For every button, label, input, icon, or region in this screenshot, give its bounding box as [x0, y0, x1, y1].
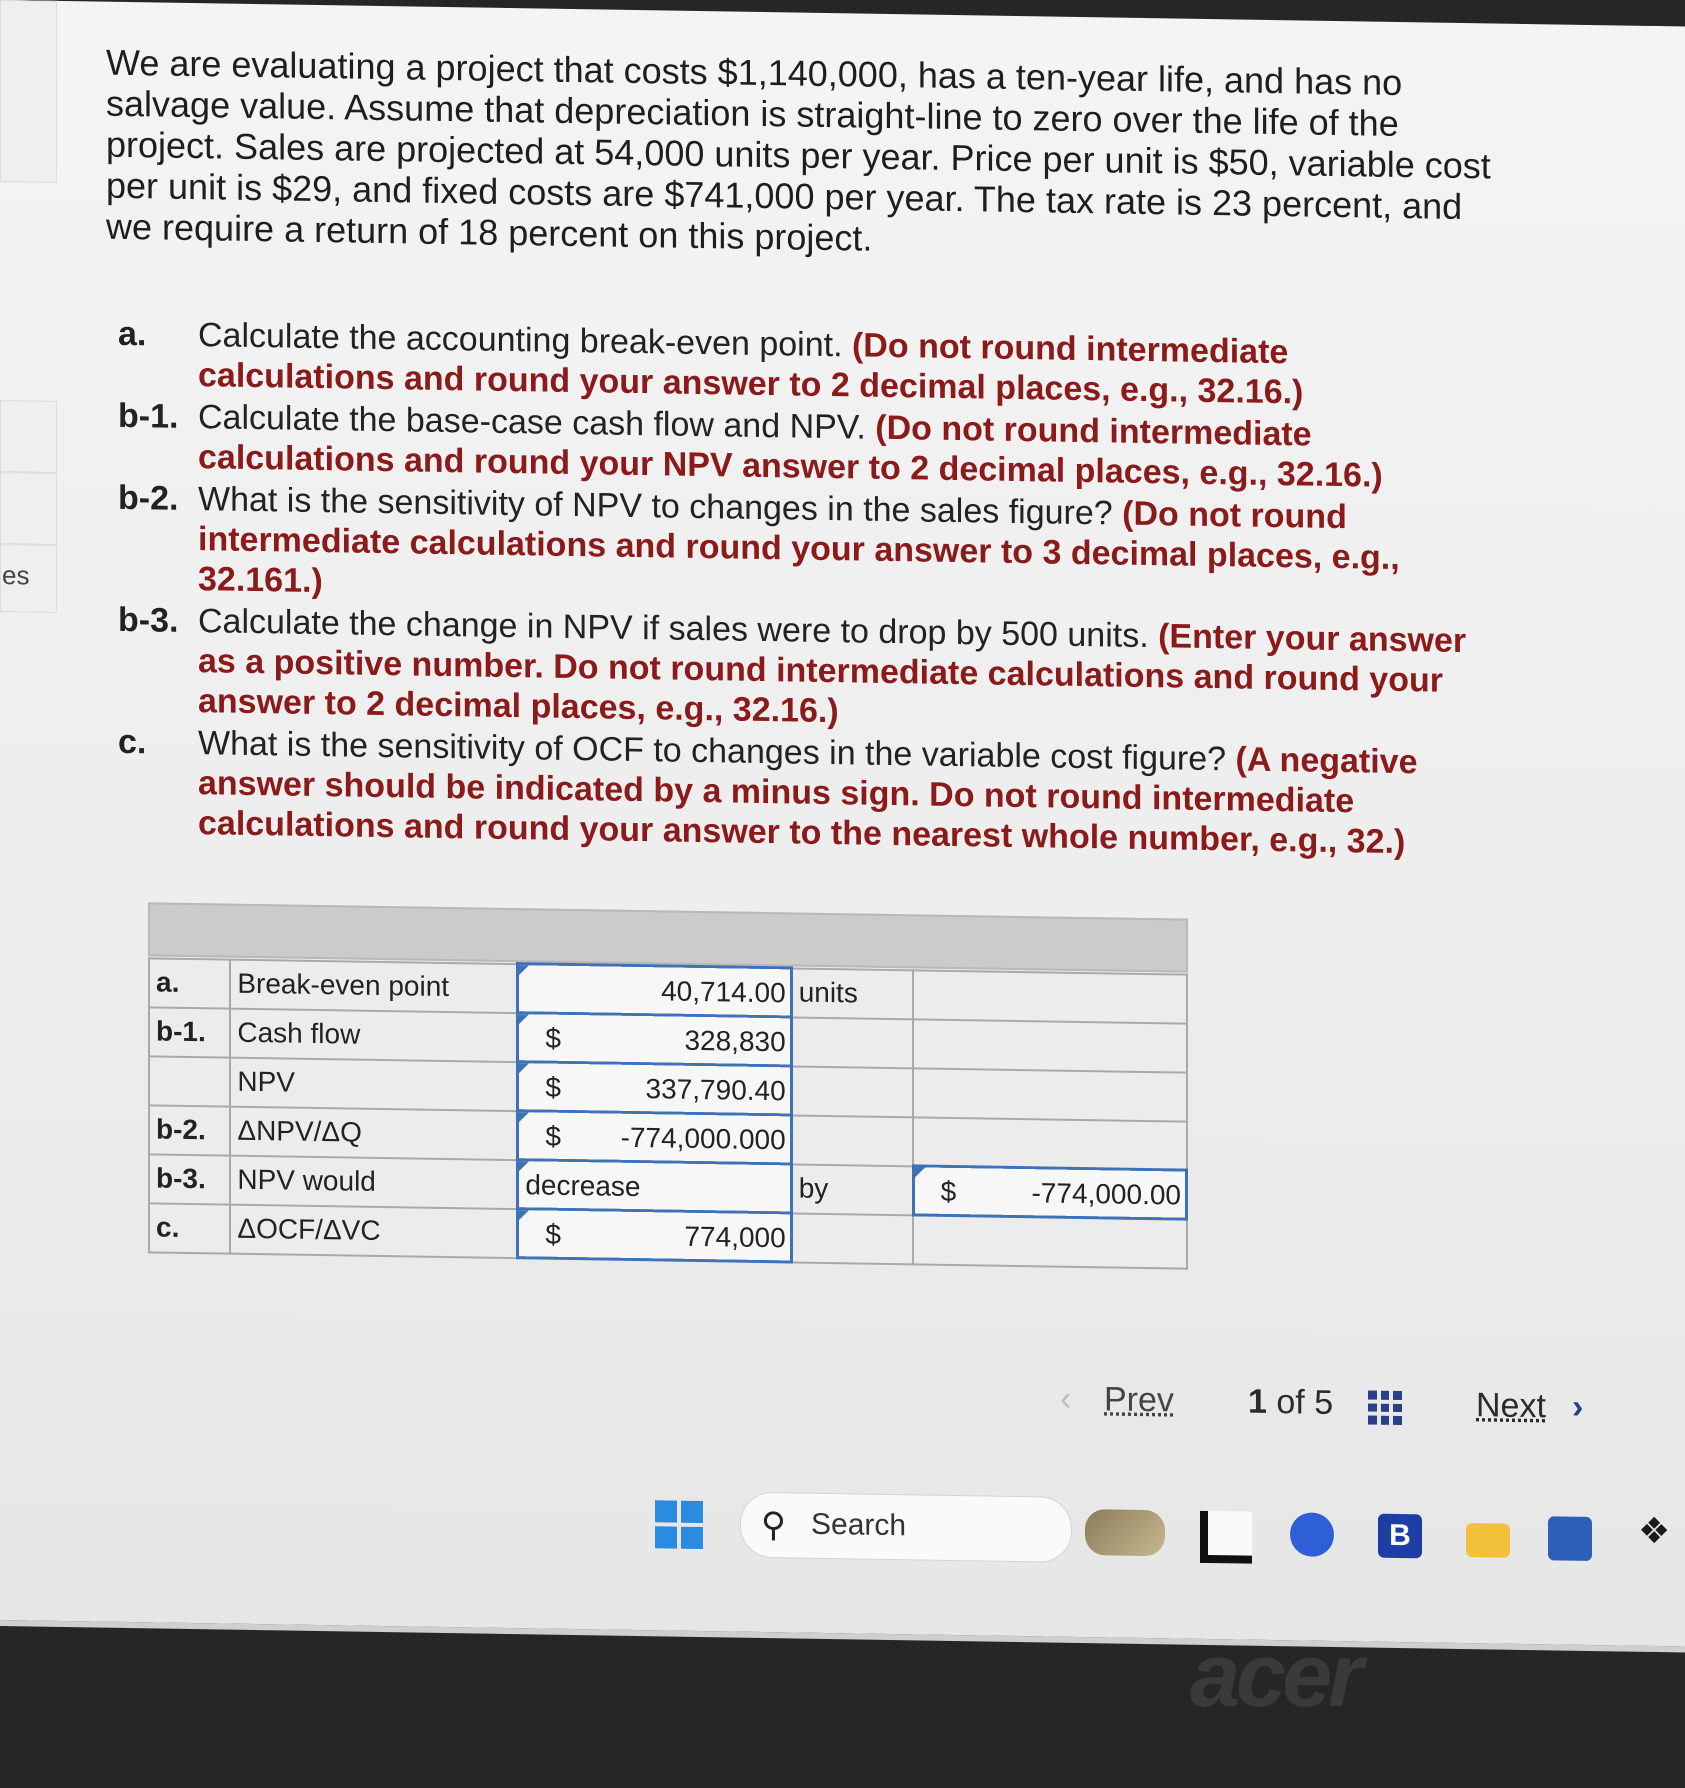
problem-statement: [106, 42, 1506, 269]
search-icon: ⚲: [761, 1505, 786, 1545]
break-even-input[interactable]: [518, 964, 791, 1017]
row-description: Cash flow: [230, 1008, 517, 1062]
question-note: (Do not round intermediate calculations and round your answer to 3 decimal places, e.g., 32.161.): [198, 494, 1400, 601]
row-label: c.: [149, 1203, 230, 1253]
question-text: What is the sensitivity of OCF to changes in the variable cost figure?: [198, 724, 1227, 779]
row-description: ΔOCF/ΔVC: [230, 1204, 517, 1258]
page-of: of: [1276, 1383, 1305, 1422]
answer-table: [148, 902, 1188, 1269]
bezel-logo: acer: [1190, 1626, 1360, 1726]
input-value: decrease: [525, 1169, 641, 1203]
question-b2: [118, 478, 1478, 619]
sidebar-label[interactable]: es: [2, 560, 30, 591]
npv-direction-select[interactable]: [518, 1160, 791, 1213]
extra-cell: [913, 1068, 1186, 1121]
unit-label: [791, 1066, 913, 1117]
row-description: NPV: [230, 1057, 517, 1111]
chevron-right-icon[interactable]: ›: [1572, 1387, 1584, 1426]
currency-symbol: $: [545, 1022, 561, 1054]
left-rail: [0, 0, 40, 1361]
file-explorer-icon[interactable]: [1466, 1523, 1510, 1558]
currency-symbol: $: [545, 1120, 561, 1152]
extra-cell: [913, 970, 1186, 1023]
question-note: (Do not round intermediate calculations and round your answer to 2 decimal places, e.g., 32.16.): [198, 326, 1304, 412]
question-label: b-1.: [118, 396, 179, 436]
extra-cell: [913, 1117, 1186, 1170]
answer-grid: [148, 956, 1188, 1269]
pagination: [1020, 1361, 1660, 1451]
input-value: -774,000.00: [1031, 1177, 1181, 1211]
app-b-icon[interactable]: B: [1378, 1514, 1422, 1559]
currency-symbol: $: [545, 1218, 561, 1250]
row-label: b-1.: [149, 1007, 230, 1057]
teams-icon[interactable]: [1290, 1512, 1334, 1557]
extra-cell: [913, 1019, 1186, 1072]
unit-label: [791, 1115, 913, 1166]
taskbar-search[interactable]: [740, 1492, 1072, 1563]
snipping-tool-icon[interactable]: [1200, 1511, 1252, 1564]
question-text: Calculate the base-case cash flow and NPV.: [198, 398, 866, 447]
question-note: (Do not round intermediate calculations and round your NPV answer to 2 decimal places, e.g., 32.16.): [198, 408, 1383, 495]
row-label: b-2.: [149, 1105, 230, 1155]
prev-button[interactable]: Prev: [1104, 1380, 1174, 1420]
search-placeholder: Search: [811, 1507, 907, 1543]
question-text: Calculate the change in NPV if sales were to drop by 500 units.: [198, 602, 1149, 656]
question-list: [118, 314, 1478, 865]
windows-start-icon[interactable]: [655, 1500, 703, 1549]
cash-flow-input[interactable]: [518, 1013, 791, 1066]
page-indicator: [1248, 1383, 1333, 1423]
problem-intro: We are evaluating a project that costs $1,140,000, has a ten-year life, and has no salvage value. Assume that depreciation is straight-line to zero over the life of the project. Sales are projected at 54,000 units per year. Price per unit is $50, variable cost per unit is $29, and fixed costs are $741,000 per year. The tax rate is 23 percent, and we require a return of 18 percent on this project.: [106, 41, 1491, 259]
question-text: Calculate the accounting break-even point.: [198, 316, 843, 365]
input-value: 337,790.40: [645, 1073, 786, 1107]
row-description: Break-even point: [230, 959, 517, 1013]
row-description: ΔNPV/ΔQ: [230, 1106, 517, 1160]
question-label: a.: [118, 314, 147, 354]
input-flag: [915, 1167, 925, 1177]
widgets-icon[interactable]: [1085, 1509, 1165, 1556]
page-total: 5: [1314, 1383, 1334, 1422]
input-flag: [519, 965, 529, 975]
row-label: b-3.: [149, 1154, 230, 1204]
input-value: -774,000.000: [620, 1121, 786, 1156]
npv-change-input[interactable]: [913, 1166, 1186, 1219]
row-description: NPV would: [230, 1155, 517, 1209]
extra-cell: [913, 1215, 1186, 1268]
input-value: 328,830: [684, 1024, 786, 1058]
currency-symbol: $: [940, 1175, 957, 1208]
unit-label: [791, 1213, 913, 1264]
input-flag: [519, 1063, 529, 1073]
rail-cell: [0, 472, 57, 545]
row-label: [149, 1056, 230, 1106]
unit-label: by: [791, 1164, 913, 1215]
input-flag: [519, 1112, 529, 1122]
grid-icon[interactable]: [1368, 1390, 1402, 1425]
npv-sensitivity-input[interactable]: [518, 1111, 791, 1164]
rail-cell: [0, 400, 57, 473]
currency-symbol: $: [545, 1071, 561, 1103]
question-b3: [118, 600, 1478, 741]
question-text: What is the sensitivity of NPV to changes in the sales figure?: [198, 480, 1113, 533]
rail-cell: [0, 0, 57, 183]
taskbar: [0, 1440, 1685, 1646]
input-value: 774,000: [684, 1220, 786, 1254]
input-flag: [519, 1210, 529, 1220]
input-flag: [519, 1014, 529, 1024]
chevron-left-icon[interactable]: ‹: [1060, 1379, 1072, 1418]
question-note: (A negative answer should be indicated by a minus sign. Do not round intermediate calculations and round your answer to the nearest whole number, e.g., 32.): [198, 740, 1418, 862]
input-value: 40,714.00: [661, 975, 786, 1009]
page-current: 1: [1248, 1382, 1267, 1421]
question-note: (Enter your answer as a positive number. Do not round intermediate calculations and round your answer to 2 decimal places, e.g., 32.16.): [198, 617, 1467, 731]
row-label: a.: [149, 958, 230, 1008]
unit-label: [791, 1017, 913, 1068]
ocf-sensitivity-input[interactable]: [518, 1209, 791, 1262]
dropbox-icon[interactable]: ❖: [1638, 1509, 1671, 1552]
question-label: b-2.: [118, 478, 179, 518]
next-button[interactable]: Next: [1476, 1386, 1546, 1426]
unit-label: units: [791, 968, 913, 1019]
question-c: [118, 722, 1478, 863]
npv-input[interactable]: [518, 1062, 791, 1115]
question-label: c.: [118, 722, 147, 762]
question-label: b-3.: [118, 600, 179, 640]
store-icon[interactable]: [1548, 1516, 1592, 1561]
